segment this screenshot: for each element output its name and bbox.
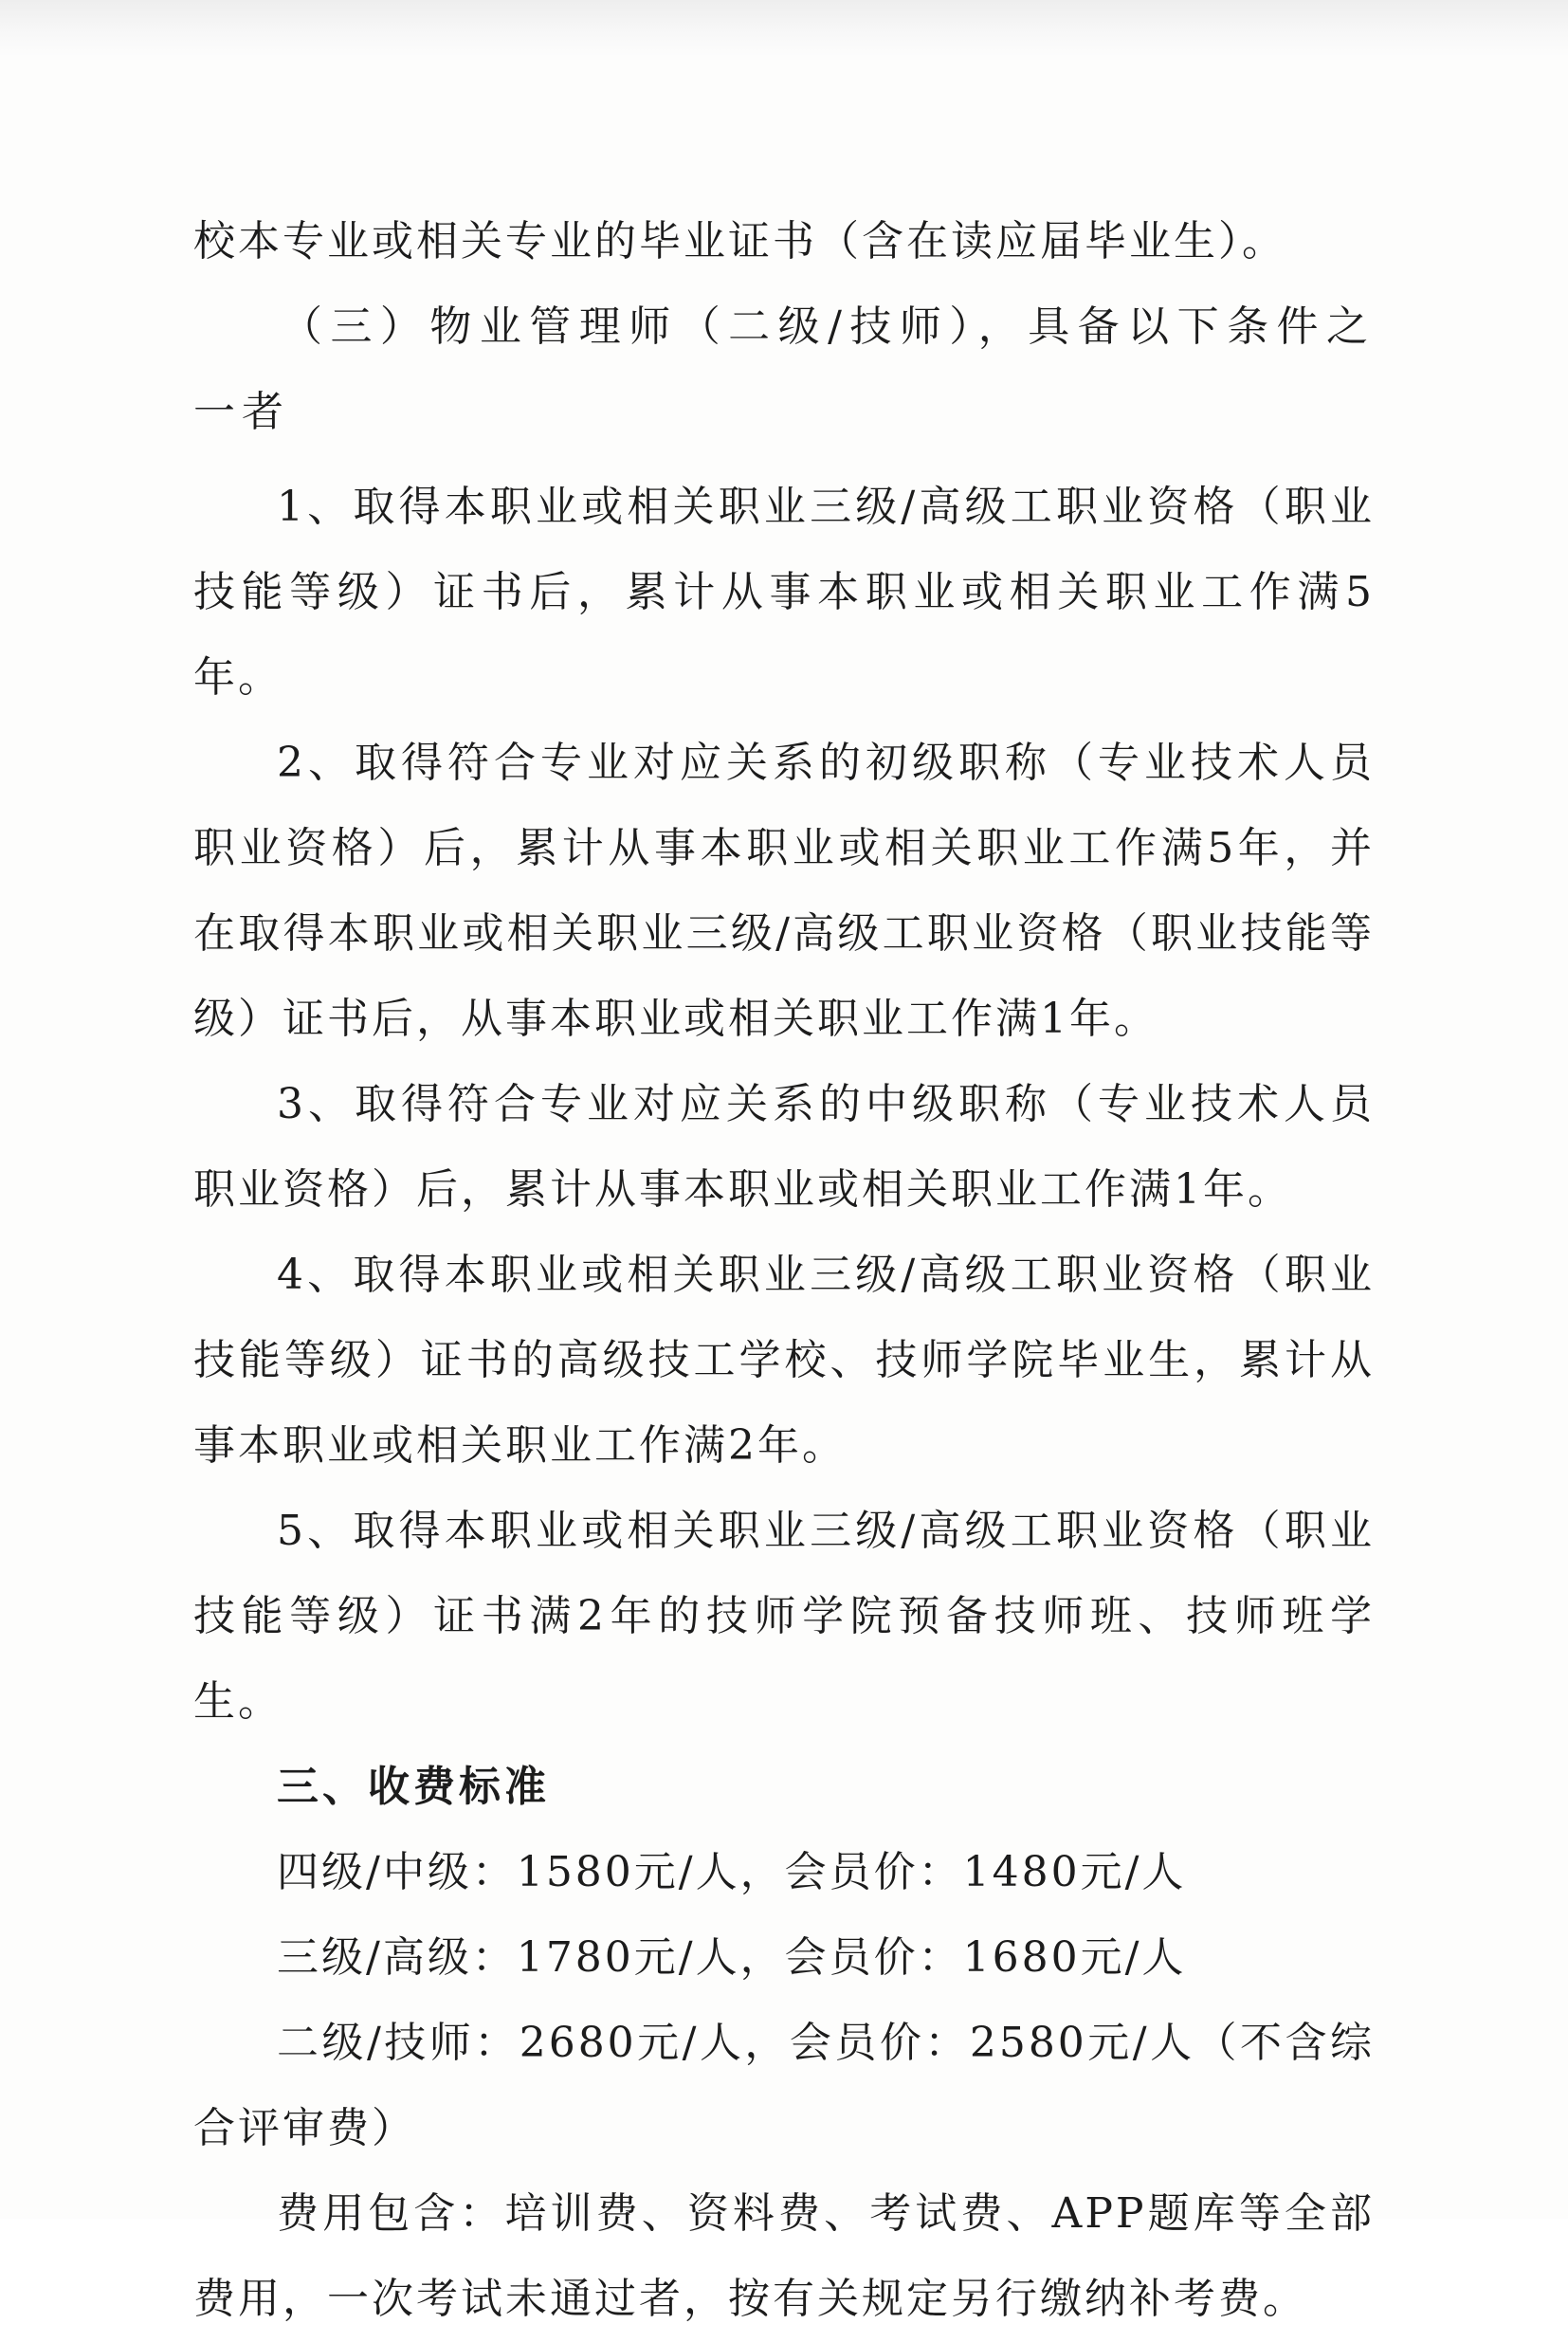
scan-top-edge: [0, 0, 1568, 57]
fee-note: 费用包含：培训费、资料费、考试费、APP题库等全部费用，一次考试未通过者，按有关规定另行缴纳补考费。: [193, 2189, 1375, 2323]
section-heading-fees: 三、收费标准: [277, 1763, 550, 1811]
condition-item-5: 5、取得本职业或相关职业三级/高级工职业资格（职业技能等级）证书满2年的技师学院预备技师班、技师班学生。: [193, 1507, 1375, 1726]
condition-item-1: 1、取得本职业或相关职业三级/高级工职业资格（职业技能等级）证书后，累计从事本职业或相关职业工作满5年。: [193, 483, 1375, 702]
fee-level-3: 三级/高级：1780元/人，会员价：1680元/人: [277, 1933, 1187, 1982]
fee-level-4: 四级/中级：1580元/人，会员价：1480元/人: [277, 1848, 1187, 1896]
fee-level-2: 二级/技师：2680元/人，会员价：2580元/人（不含综合评审费）: [193, 2019, 1375, 2152]
sub-heading-level-3: （三）物业管理师（二级/技师），具备以下条件之一者: [193, 302, 1375, 436]
document-body: [193, 199, 1375, 2342]
condition-item-2: 2、取得符合专业对应关系的初级职称（专业技术人员职业资格）后，累计从事本职业或相关职业工作满5年，并在取得本职业或相关职业三级/高级工职业资格（职业技能等级）证书后，从事本职业或相关职业工作满1年。: [193, 739, 1375, 1043]
continued-paragraph: 校本专业或相关专业的毕业证书（含在读应届毕业生）。: [193, 217, 1286, 265]
condition-item-4: 4、取得本职业或相关职业三级/高级工职业资格（职业技能等级）证书的高级技工学校、技师学院毕业生，累计从事本职业或相关职业工作满2年。: [193, 1251, 1375, 1470]
condition-item-3: 3、取得符合专业对应关系的中级职称（专业技术人员职业资格）后，累计从事本职业或相关职业工作满1年。: [193, 1080, 1375, 1214]
